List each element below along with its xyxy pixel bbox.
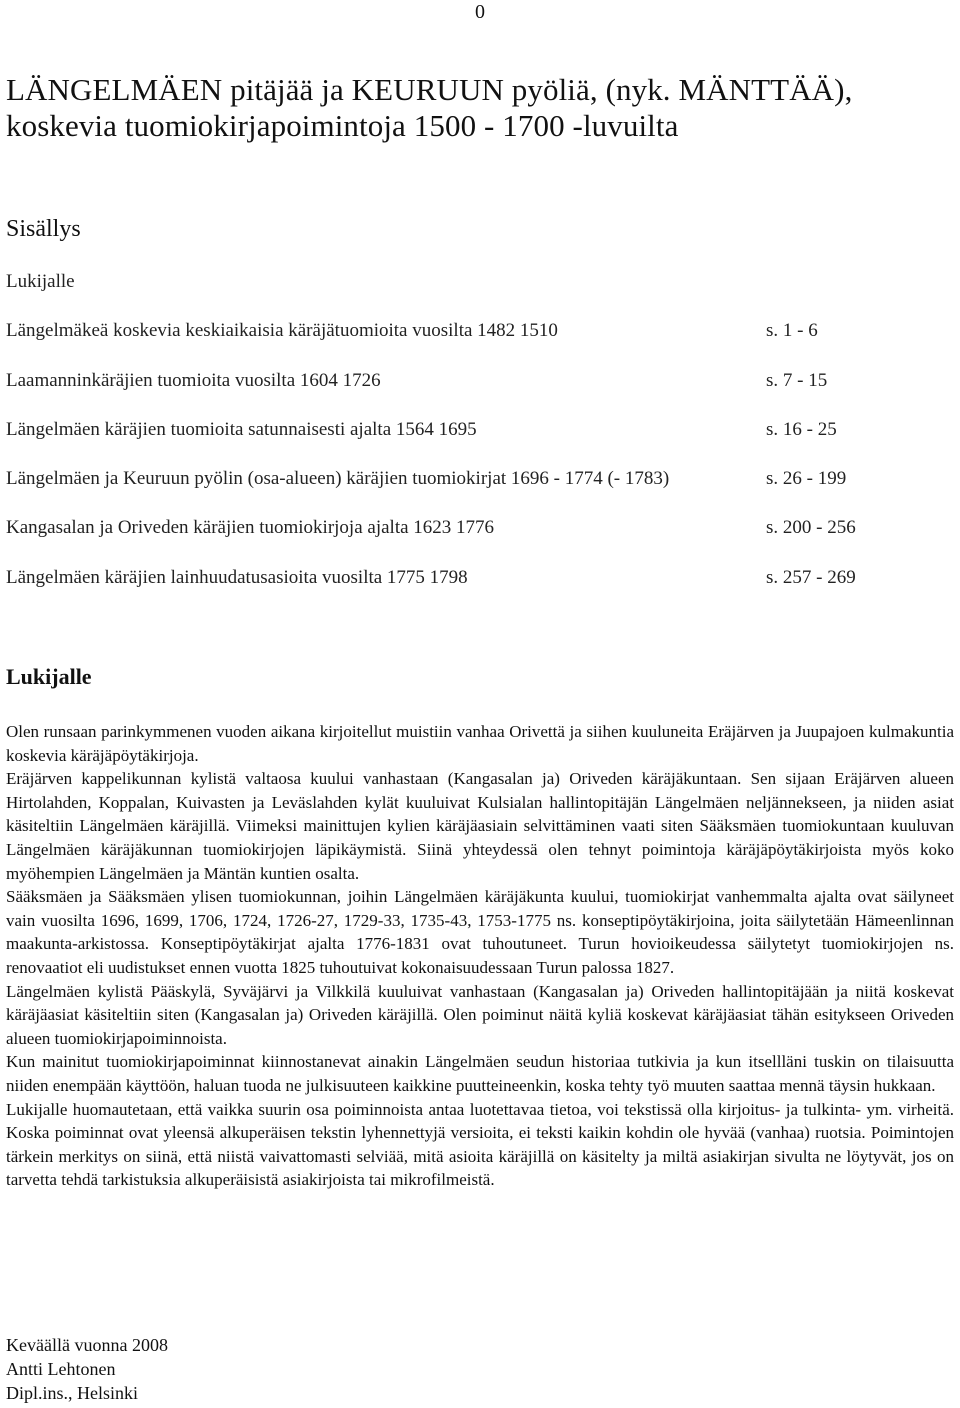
toc-item: [6, 418, 950, 442]
toc-item-label: Längelmäen käräjien lainhuudatusasioita vuosilta 1775 1798: [6, 567, 468, 588]
toc-item: [6, 467, 950, 491]
page-number: 0: [475, 1, 485, 23]
toc-item: [6, 369, 950, 393]
preface-paragraph: Sääksmäen ja Sääksmäen ylisen tuomiokunnan, joihin Längelmäen käräjäkunta kuului, tuomiokirjat vanhemmalta ajalta ovat säilyneet vain vuosilta 1696, 1699, 1706, 1724, 1726-27, 1729-33, 1735-43, 1753-1775 ns. konseptipöytäkirjoina, joita säilytetään Hämeenlinnan maakunta-arkistossa. Konseptipöytäkirjat ajalta 1776-1831 ovat tuhoutuneet. Turun hovioikeudessa säilytetyt tuomiokirjojen ns. renovaatiot eli uudistukset ennen vuotta 1825 tuhoutuivat kokonaisuudessaan Turun palossa 1827.: [6, 887, 954, 977]
toc-item: [6, 566, 950, 590]
toc-item-pages: s. 200 - 256: [766, 517, 856, 538]
toc-item: [6, 516, 950, 540]
toc-item-pages: s. 7 - 15: [766, 370, 828, 391]
signature-title: Dipl.ins., Helsinki: [6, 1383, 139, 1403]
preface-body: [6, 720, 954, 1192]
preface-paragraph: Lukijalle huomautetaan, että vaikka suurin osa poiminnoista antaa luotettavaa tietoa, voi tekstissä olla kirjoitus- ja tulkinta- ym. virheitä. Koska poiminnat ovat yleensä alkuperäisen tekstin lyhennettyjä versioita, ei teksti kaikin kohdin ole hyvää (vanhaa) ruotsia. Poimintojen tärkein merkitys on siinä, että niistä vaivattomasti selviää, mitä asioita käräjillä on käsitelty ja miltä asiakirjan sivulta ne löytyvät, jos on tarvetta tehdä tarkistuksia alkuperäisistä asiakirjoista tai mikrofilmeistä.: [6, 1099, 954, 1190]
toc-item-pages: s. 257 - 269: [766, 567, 856, 588]
toc-item: [6, 319, 950, 343]
toc-item-label: Kangasalan ja Oriveden käräjien tuomiokirjoja ajalta 1623 1776: [6, 517, 495, 538]
toc-item-label: Längelmäkeä koskevia keskiaikaisia käräjätuomioita vuosilta 1482 1510: [6, 320, 558, 341]
document-title: [6, 72, 956, 144]
signature-name: Antti Lehtonen: [6, 1359, 116, 1379]
toc-item-label: Längelmäen ja Keuruun pyölin (osa-alueen) käräjien tuomiokirjat 1696 - 1774 (- 1783): [6, 468, 670, 489]
toc-heading: Sisällys: [6, 216, 81, 242]
toc-item-pages: s. 1 - 6: [766, 320, 818, 341]
toc-intro: Lukijalle: [6, 271, 75, 292]
toc-item-pages: s. 26 - 199: [766, 468, 847, 489]
preface-paragraph: Kun mainitut tuomiokirjapoiminnat kiinnostanevat ainakin Längelmäen seudun historiaa tutkivia ja kun itsellläni tuskin on tilaisuutta niiden enempään käyttöön, haluan tuoda ne julkisuuteen kaikkine puutteineenkin, koska tehty työ muuten saattaa mennä täysin hukkaan.: [6, 1052, 954, 1095]
preface-paragraph: Olen runsaan parinkymmenen vuoden aikana kirjoitellut muistiin vanhaa Orivettä ja siihen kuuluneita Eräjärven ja Juupajoen kulmakuntia koskevia käräjäpöytäkirjoja.: [6, 722, 954, 765]
toc-item-label: Längelmäen käräjien tuomioita satunnaisesti ajalta 1564 1695: [6, 419, 477, 440]
signature-date: Keväällä vuonna 2008: [6, 1335, 168, 1355]
title-line-1: LÄNGELMÄEN pitäjää ja KEURUUN pyöliä, (nyk. MÄNTTÄÄ),: [6, 72, 853, 107]
signature-block: [6, 1333, 168, 1405]
preface-paragraph: Eräjärven kappelikunnan kylistä valtaosa kuului vanhastaan (Kangasalan ja) Oriveden käräjäkuntaan. Sen sijaan Eräjärven alueen Hirtolahden, Koppalan, Kuivasten ja Leväslahden kylät kuuluivat Kulsialan hallintopitäjän Längelmäen neljännekseen, ja niiden asiat käsiteltiin Längelmäen käräjillä. Viimeksi mainittujen kylien käräjäasiain selvittäminen vaati siten Sääksmäen tuomiokuntaan kuuluvan Längelmäen käräjäkunnan tuomiokirjojen läpikäymistä. Siinä yhteydessä olen tehnyt poimintoja käräjäpöytäkirjoista myös koko myöhempien Längelmäen ja Mäntän kuntien osalta.: [6, 769, 954, 883]
preface-heading: Lukijalle: [6, 664, 92, 689]
toc-item-pages: s. 16 - 25: [766, 419, 837, 440]
toc-item-label: Laamanninkäräjien tuomioita vuosilta 1604 1726: [6, 370, 381, 391]
title-line-2: koskevia tuomiokirjapoimintoja 1500 - 1700 -luvuilta: [6, 108, 679, 143]
preface-paragraph: Längelmäen kylistä Pääskylä, Syväjärvi ja Vilkkilä kuuluivat vanhastaan (Kangasalan ja) Oriveden hallintopitäjään ja niitä koskevat käräjäasiat käsiteltiin siten (Kangasalan ja) Oriveden käräjillä. Olen poiminut näitä kyliä koskevat käräjäasiat tähän esitykseen Oriveden alueen tuomiokirjapoiminnoista.: [6, 981, 954, 1048]
